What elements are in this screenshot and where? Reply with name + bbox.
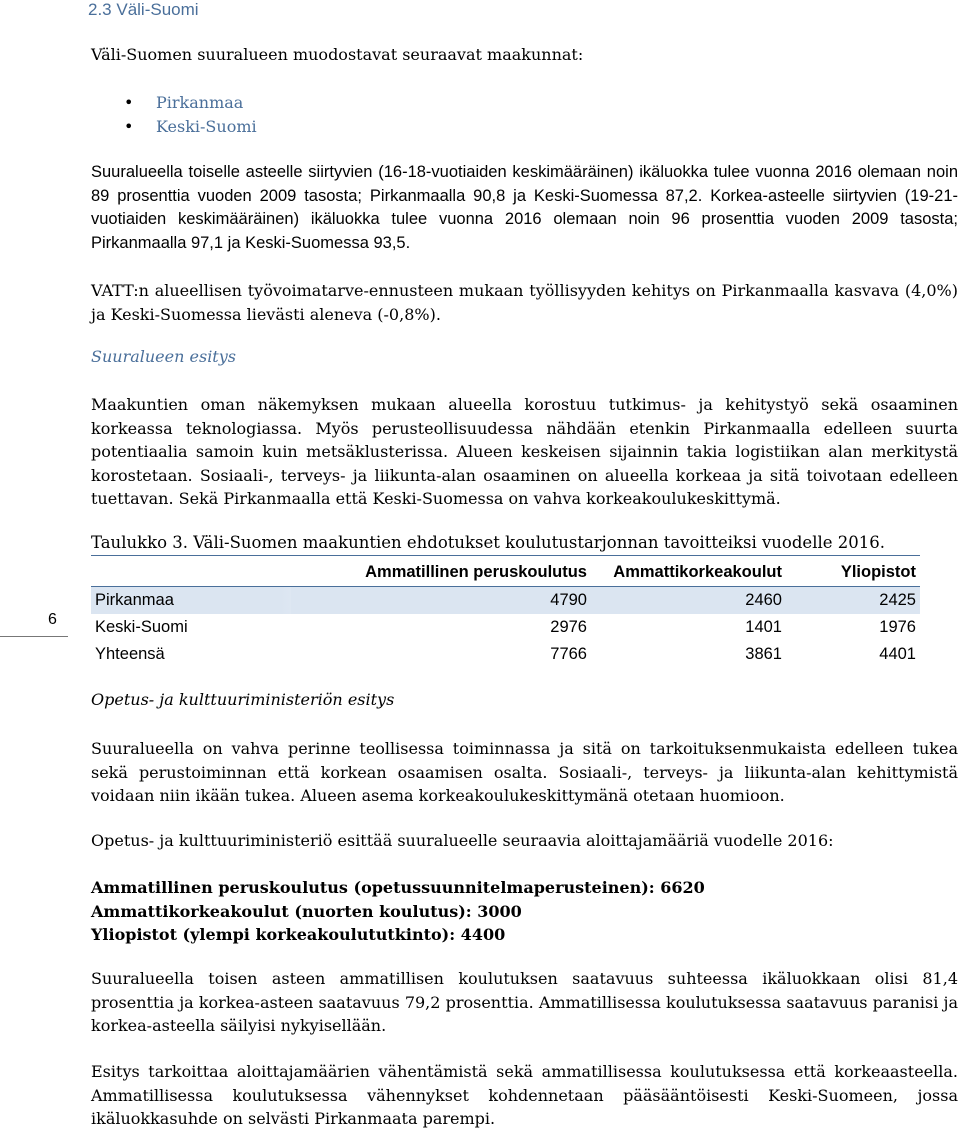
table-cell: 4790 [291,587,591,615]
table-header-row [91,559,920,587]
table-cell: 1401 [745,618,782,636]
table-header-cell: Ammatillinen peruskoulutus [291,559,591,587]
paragraph-coverage: Suuralueella toisen asteen ammatillisen koulutuksen saatavuus suhteessa ikäluokkaan olisi 81,4 prosenttia ja korkea-asteen saatavuus 79,2 prosenttia. Ammatillisessa koulutuksessa saatavuus paranisi ja korkea-asteella säilyisi nykyisellään. [91,969,958,1035]
target-line: Ammatillinen peruskoulutus (opetussuunnitelmaperusteinen): 6620 [91,878,705,897]
subheading-region-proposal: Suuralueen esitys [91,347,236,366]
table-cell: 1976 [879,618,916,636]
table-cell: 4401 [879,645,916,663]
intro-text: Väli-Suomen suuralueen muodostavat seuraavat maakunnat: [91,45,584,64]
section-heading: 2.3 Väli-Suomi [88,0,199,19]
table-cell-region: Pirkanmaa [91,587,291,615]
table-caption: Taulukko 3. Väli-Suomen maakuntien ehdotukset koulutustarjonnan tavoitteiksi vuodelle 2016. [91,533,885,552]
table-cell: 3861 [745,645,782,663]
target-line: Ammattikorkeakoulut (nuorten koulutus): 3000 [91,901,522,921]
table-cell: 2425 [786,587,920,615]
table-row [91,587,920,615]
region-list [91,91,257,139]
caption-rule [91,555,920,556]
paragraph-reduction: Esitys tarkoittaa aloittajamäärien vähentämistä sekä ammatillisessa koulutuksessa että korkeaasteella. Ammatillisessa koulutuksessa vähennykset kohdennetaan pääsääntöisesti Keski-Suomeen, jossa ikäluokkasuhde on selvästi Pirkanmaata parempi. [91,1062,958,1128]
table-row [91,614,920,641]
target-list [91,876,705,947]
target-line: Yliopistot (ylempi korkeakoulututkinto): 4400 [91,925,506,944]
table-header-cell: Yliopistot [786,559,920,587]
paragraph-age-cohorts: Suuralueella toiselle asteelle siirtyvien (16-18-vuotiaiden keskimääräinen) ikäluokka tulee vuonna 2016 olemaan noin 89 prosenttia vuoden 2009 tasosta; Pirkanmaalla 90,8 ja Keski-Suomessa 87,2. Korkea-asteelle siirtyvien (19-21-vuotiaiden keskimääräinen) ikäluokka tulee vuonna 2016 olemaan noin 96 prosenttia vuoden 2009 tasosta; Pirkanmaalla 97,1 ja Keski-Suomessa 93,5. [91,163,958,252]
table-cell-region: Yhteensä [95,645,165,663]
table-row [91,641,920,668]
targets-table [91,559,920,668]
table-cell-region: Keski-Suomi [95,618,188,636]
table-cell: 2460 [591,587,786,615]
paragraph-ministry-1: Suuralueella on vahva perinne teollisessa toiminnassa ja sitä on tarkoituksenmukaista edelleen tukea sekä perustoiminnan että korkean osaamisen osalta. Sosiaali-, terveys- ja liikunta-alan kehittymistä voidaan niin ikään tukea. Alueen asema korkeakoulukeskittymänä otetaan huomioon. [91,739,958,805]
table-header-cell [91,559,291,587]
table-cell: 2976 [550,618,587,636]
page-number: 6 [48,611,57,628]
page-number-rule [0,636,68,637]
table-cell: 7766 [550,645,587,663]
paragraph-ministry-2: Opetus- ja kulttuuriministeriö esittää suuralueelle seuraavia aloittajamääriä vuodelle 2016: [91,831,834,850]
subheading-ministry: Opetus- ja kulttuuriministeriön esitys [91,690,395,709]
paragraph-region-proposal: Maakuntien oman näkemyksen mukaan alueella korostuu tutkimus- ja kehitystyö sekä osaaminen korkeassa teknologiassa. Myös perusteollisuudessa nähdään etenkin Pirkanmaalla edelleen suurta potentiaalia samoin kuin metsäklusterissa. Alueen keskeisen sijainnin takia logistiikan alan merkitystä korostetaan. Sosiaali-, terveys- ja liikunta-alan osaaminen on alueella korkeaa ja sitä toivotaan edelleen tuettavan. Sekä Pirkanmaalla että Keski-Suomessa on vahva korkeakoulukeskittymä. [91,395,958,508]
list-item: • Keski-Suomi [91,115,257,139]
list-item: • Pirkanmaa [91,91,257,115]
table-header-cell: Ammattikorkeakoulut [591,559,786,587]
paragraph-vatt: VATT:n alueellisen työvoimatarve-ennusteen mukaan työllisyyden kehitys on Pirkanmaalla kasvava (4,0%) ja Keski-Suomessa lievästi aleneva (-0,8%). [91,281,958,324]
